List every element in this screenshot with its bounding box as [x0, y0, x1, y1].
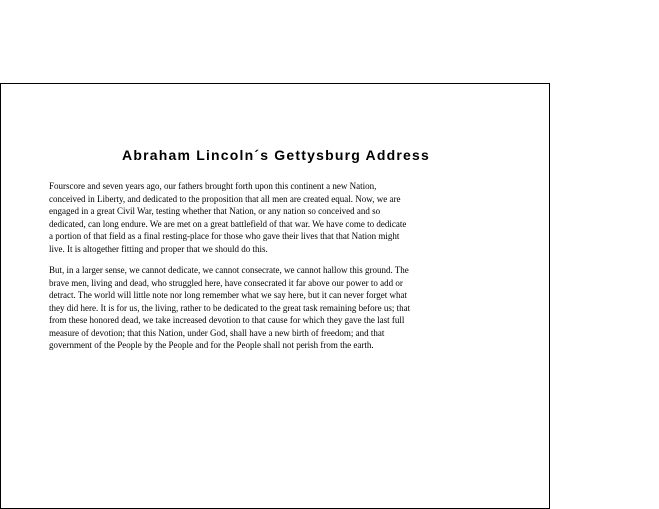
text-line: they did here. It is for us, the living, rather to be dedicated to the great task remaining before us; that: [49, 302, 411, 313]
text-line: But, in a larger sense, we cannot dedicate, we cannot consecrate, we cannot hallow this ground. The: [49, 265, 409, 275]
text-line: dedicated, can long endure. We are met on a great battlefield of that war. We have come to dedicate: [49, 218, 407, 229]
text-line: live. It is altogether fitting and proper that we should do this.: [49, 243, 268, 254]
text-line: Fourscore and seven years ago, our fathers brought forth upon this continent a new Nation,: [49, 181, 377, 191]
text-line: conceived in Liberty, and dedicated to the proposition that all men are created equal. Now, we are: [49, 193, 401, 204]
document-title: Abraham Lincoln´s Gettysburg Address: [122, 147, 430, 163]
text-line: detract. The world will little note nor long remember what we say here, but it can never forget what: [49, 290, 408, 300]
paragraph-1: [49, 180, 501, 255]
paragraph-2: [49, 264, 501, 352]
text-line: measure of devotion; that this Nation, under God, shall have a new birth of freedom; and that: [49, 327, 385, 338]
text-line: from these honored dead, we take increased devotion to that cause for which they gave the last full: [49, 315, 405, 325]
text-line: engaged in a great Civil War, testing whether that Nation, or any nation so conceived and so: [49, 206, 381, 216]
text-line: government of the People by the People and for the People shall not perish from the earth.: [49, 340, 374, 350]
text-line: a portion of that field as a final resting-place for those who gave their lives that that Nation might: [49, 231, 400, 241]
document-page: [0, 83, 550, 509]
text-line: brave men, living and dead, who struggled here, have consecrated it far above our power to add or: [49, 277, 403, 288]
